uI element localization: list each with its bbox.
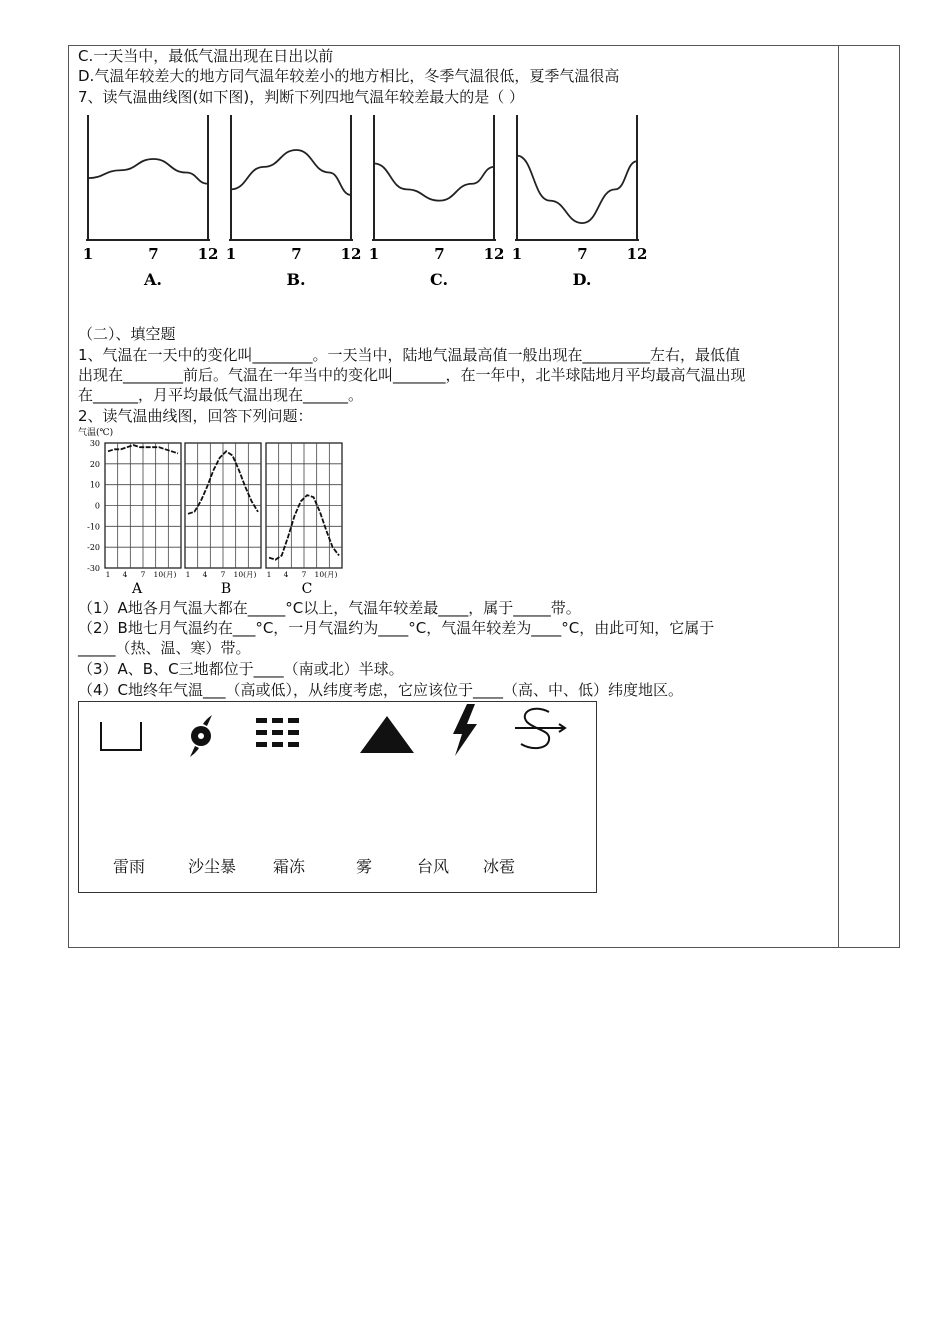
q7-tick-label: 1: [511, 245, 523, 263]
q2-panel-label: B: [220, 581, 232, 597]
fill-q2-sub3: （3）A、B、C三地都位于____（南或北）半球。: [78, 660, 404, 678]
q2-y-tick: -30: [87, 564, 100, 573]
q7-curve-B: [231, 150, 351, 195]
q2-x-tick: 1: [266, 570, 272, 579]
q2-x-tick: 4: [283, 570, 289, 579]
q7-temperature-curves: [78, 110, 648, 292]
weather-symbol-box: [78, 701, 597, 893]
legend-label-2: 沙尘暴: [188, 857, 237, 876]
fill-q2-sub1: （1）A地各月气温大都在_____°C以上，气温年较差最____，属于_____带。: [78, 599, 581, 617]
q7-panel-label: A.: [144, 270, 162, 289]
q2-x-tick: 1: [105, 570, 111, 579]
q2-y-tick: 10: [89, 480, 100, 490]
sandstorm-icon: [515, 709, 565, 748]
q7-panel-label: D.: [572, 270, 592, 289]
q2-x-tick: 7: [140, 570, 146, 579]
q6-option-d: D.气温年较差大的地方同气温年较差小的地方相比，冬季气温很低，夏季气温很高: [78, 67, 620, 85]
q2-x-tick: 7: [220, 570, 226, 579]
q2-y-axis-label: 气温(℃): [78, 428, 114, 438]
q2-x-tick: 7: [301, 570, 307, 579]
q7-question: 7、读气温曲线图(如下图)，判断下列四地气温年较差最大的是（ ）: [78, 88, 525, 106]
fill-q1-line2: 出现在________前后。气温在一年当中的变化叫_______，在一年中，北半球陆地月平均最高气温出现: [78, 366, 746, 384]
frost-dashes-icon: [256, 718, 299, 747]
section2-title: （二）、填空题: [78, 325, 176, 343]
q7-tick-label: 1: [368, 245, 380, 263]
q7-panel-label: B.: [286, 270, 306, 289]
legend-label-6: 冰雹: [483, 857, 516, 876]
climate-charts-abc: [78, 426, 358, 598]
typhoon-icon: [190, 715, 212, 757]
q7-tick-label: 12: [340, 245, 362, 263]
fill-q2-sub4: （4）C地终年气温___（高或低），从纬度考虑，它应该位于____（高、中、低）纬度地区。: [78, 681, 684, 699]
q7-tick-label: 1: [82, 245, 94, 263]
q7-tick-label: 1: [225, 245, 237, 263]
q7-tick-label: 7: [291, 245, 302, 263]
q2-x-tick: 10(月): [153, 570, 177, 579]
q7-tick-label: 12: [483, 245, 505, 263]
q7-tick-label: 12: [197, 245, 219, 263]
q7-curve-C: [374, 164, 494, 201]
q2-x-tick: 4: [122, 570, 128, 579]
q2-x-tick: 1: [185, 570, 191, 579]
column-divider: [838, 45, 839, 948]
q2-x-tick: 10(月): [233, 570, 257, 579]
legend-label-1: 雷雨: [113, 857, 146, 876]
q7-panel-label: C.: [429, 270, 449, 289]
fill-q2-sub2-line2: _____（热、温、寒）带。: [78, 639, 251, 657]
q6-option-c: C.一天当中，最低气温出现在日出以前: [78, 47, 334, 65]
fill-q1-line3: 在______，月平均最低气温出现在______。: [78, 386, 364, 404]
q2-x-tick: 10(月): [314, 570, 338, 579]
q7-tick-label: 7: [148, 245, 159, 263]
legend-label-4: 雾: [356, 857, 373, 876]
q7-tick-label: 7: [434, 245, 445, 263]
q2-panel-label: C: [301, 581, 313, 597]
legend-label-5: 台风: [417, 857, 450, 876]
fill-q2-title: 2、读气温曲线图，回答下列问题：: [78, 407, 313, 425]
q7-curve-A: [88, 159, 208, 184]
lightning-icon: [453, 704, 477, 756]
q2-panel-label: A: [131, 581, 143, 597]
q2-y-tick: 0: [94, 501, 100, 511]
q7-tick-label: 12: [626, 245, 648, 263]
q7-tick-label: 7: [577, 245, 588, 263]
fill-q1-line1: 1、气温在一天中的变化叫________。一天当中，陆地气温最高值一般出现在_________左右，最低值: [78, 346, 741, 364]
q7-curve-D: [517, 156, 637, 224]
q2-y-tick: -20: [87, 543, 100, 553]
q2-y-tick: 20: [89, 459, 100, 469]
q2-x-tick: 4: [202, 570, 208, 579]
triangle-icon: [360, 716, 414, 753]
q2-y-tick: -10: [87, 522, 100, 532]
fill-q2-sub2-line1: （2）B地七月气温约在___°C，一月气温约为____°C，气温年较差为____°C，由此可知，它属于: [78, 619, 715, 637]
legend-label-3: 霜冻: [273, 857, 306, 876]
q2-y-tick: 30: [89, 439, 100, 448]
basin-icon: [101, 722, 141, 750]
